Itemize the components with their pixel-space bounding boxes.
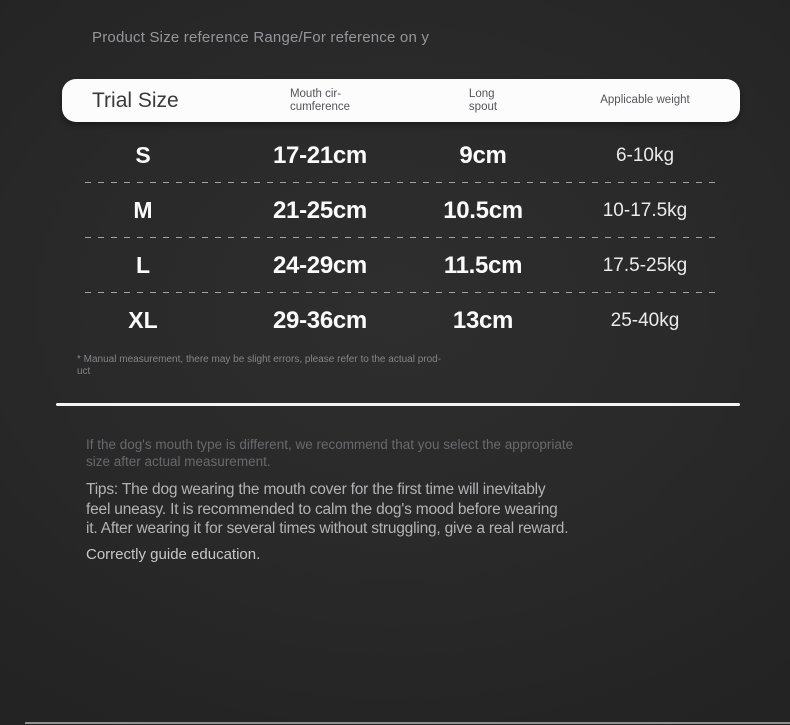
size-label: XL	[128, 307, 158, 333]
mouth-circ-value: 17-21cm	[273, 141, 367, 169]
table-row-s	[62, 128, 740, 183]
long-spout-value: 9cm	[459, 141, 507, 169]
row-separator-dashed	[85, 292, 716, 293]
column-header-mouth-circumference-label: Mouth cir- cumference	[289, 87, 351, 113]
bottom-edge-line	[25, 722, 790, 724]
mouth-circ-value: 24-29cm	[273, 251, 367, 279]
weight-value: 6-10kg	[615, 144, 675, 166]
weight-value: 17.5-25kg	[602, 254, 688, 276]
long-spout-value: 10.5cm	[443, 196, 523, 224]
column-header-applicable-weight	[550, 94, 740, 107]
section-title: Product Size reference Range/For reference on y	[92, 29, 430, 46]
size-label: L	[135, 252, 151, 278]
mouth-circ-value: 29-36cm	[273, 306, 367, 334]
section-divider-line	[56, 403, 740, 406]
column-header-long-spout-label: Long spout	[468, 87, 498, 113]
measurement-disclaimer: * Manual measurement, there may be slight errors, please refer to the actual prod- uct	[77, 354, 442, 377]
column-header-applicable-weight-label: Applicable weight	[600, 94, 690, 106]
size-table-header	[62, 79, 740, 122]
row-separator-dashed	[85, 237, 716, 238]
mouth-circ-value: 21-25cm	[273, 196, 367, 224]
size-label: S	[135, 142, 151, 168]
weight-value: 25-40kg	[610, 309, 680, 331]
closing-note: Correctly guide education.	[86, 546, 261, 563]
size-label: M	[133, 197, 153, 223]
long-spout-value: 11.5cm	[443, 251, 523, 279]
column-header-mouth-circumference	[224, 88, 416, 114]
table-row-l	[62, 238, 740, 293]
table-row-m	[62, 183, 740, 238]
row-separator-dashed	[85, 182, 716, 183]
table-header-trial-size: Trial Size	[92, 88, 179, 112]
tips-paragraph: Tips: The dog wearing the mouth cover for the first time will inevitably feel uneasy. It is recommended to calm the dog's mood before wearing it. After wearing it for several times without struggling, give a real reward.	[86, 481, 569, 537]
table-row-xl	[62, 293, 740, 348]
weight-value: 10-17.5kg	[602, 199, 688, 221]
sizing-advice-note: If the dog's mouth type is different, we recommend that you select the appropriate size after actual measurement.	[86, 437, 574, 469]
long-spout-value: 13cm	[452, 306, 514, 334]
size-table-body	[62, 128, 740, 348]
column-header-long-spout	[416, 88, 550, 114]
